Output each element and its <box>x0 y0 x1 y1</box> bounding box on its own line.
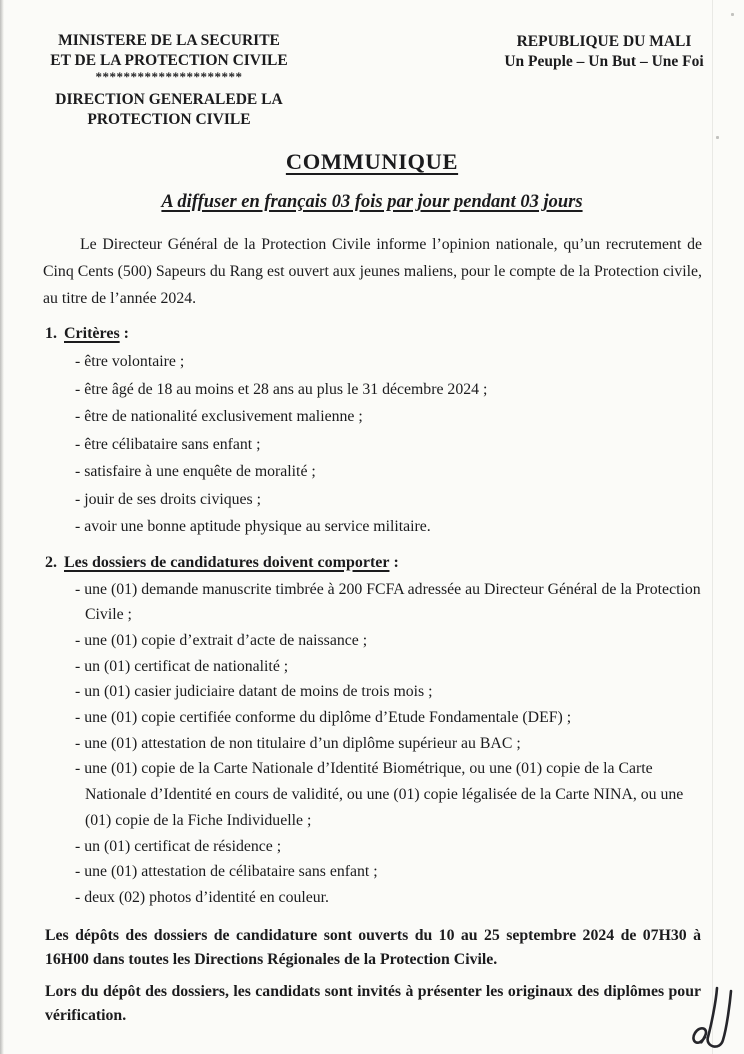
subtitle-row <box>0 192 744 213</box>
broadcast-instruction: A diffuser en français 03 fois par jour pendant 03 jours <box>161 192 583 212</box>
republic-motto: Un Peuple – Un But – Une Foi <box>504 53 704 70</box>
title-row <box>0 149 744 175</box>
scan-speck <box>731 13 734 16</box>
ministry-line-2: ET DE LA PROTECTION CIVILE <box>50 51 288 69</box>
list-item: - être de nationalité exclusivement malienne ; <box>75 408 363 425</box>
closing-block <box>45 924 701 1029</box>
section-2-heading-colon: : <box>389 553 399 571</box>
scan-speck <box>716 136 719 139</box>
section-criteria <box>45 320 702 541</box>
list-item: - satisfaire à une enquête de moralité ; <box>75 463 316 480</box>
direction-line-1: DIRECTION GENERALEDE LA <box>55 91 283 108</box>
masthead <box>38 31 718 129</box>
list-item: - une (01) copie de la Carte Nationale d’Identité Biométrique, ou une (01) copie de la Carte Nationale d’Identité en cours de validité, ou une (01) copie légalisée de la Carte NINA, ou une (01) copie de la Fiche Individuelle ; <box>75 760 684 829</box>
list-item: - une (01) attestation de célibataire sans enfant ; <box>75 863 378 881</box>
section-2-number: 2. <box>45 553 57 571</box>
republic-title: REPUBLIQUE DU MALI <box>516 33 692 50</box>
deposit-period-paragraph: Les dépôts des dossiers de candidature sont ouverts du 10 au 25 septembre 2024 de 07H30 à 16H00 dans toutes les Directions Régionales de la Protection Civile. <box>45 926 701 969</box>
list-item: - une (01) copie d’extrait d’acte de naissance ; <box>75 631 368 649</box>
section-1-number: 1. <box>45 325 57 342</box>
list-item: - un (01) casier judiciaire datant de moins de trois mois ; <box>75 683 433 701</box>
list-item: - jouir de ses droits civiques ; <box>75 490 262 508</box>
originals-paragraph: Lors du dépôt des dossiers, les candidats sont invités à présenter les originaux des diplômes pour vérification. <box>45 982 701 1025</box>
section-2-heading <box>45 549 702 577</box>
scan-fold-line <box>712 0 713 1054</box>
stars-separator: ********************* <box>95 69 243 84</box>
ministry-line-1: MINISTERE DE LA SECURITE <box>58 32 280 49</box>
section-2-heading-text: Les dossiers de candidatures doivent comporter <box>64 553 390 571</box>
section-1-heading-text: Critères <box>64 325 120 342</box>
intro-paragraph: Le Directeur Général de la Protection Civile informe l’opinion nationale, qu’un recrutement de Cinq Cents (500) Sapeurs du Rang est ouvert aux jeunes maliens, pour le compte de la Protection civile, au titre de l’année 2024. <box>43 236 702 307</box>
list-item: - un (01) certificat de nationalité ; <box>75 657 289 675</box>
ministry-block <box>38 31 300 129</box>
list-item: - avoir une bonne aptitude physique au service militaire. <box>75 518 431 535</box>
list-item: - une (01) copie certifiée conforme du diplôme d’Etude Fondamentale (DEF) ; <box>75 709 572 727</box>
list-item: - être âgé de 18 au moins et 28 ans au plus le 31 décembre 2024 ; <box>75 380 488 398</box>
scan-edge-shadow <box>0 0 4 1054</box>
list-item: - deux (02) photos d’identité en couleur. <box>75 888 329 906</box>
direction-line-2: PROTECTION CIVILE <box>87 110 251 128</box>
criteria-list <box>75 348 702 541</box>
list-item: - une (01) demande manuscrite timbrée à 200 FCFA adressée au Directeur Général de la Protection Civile ; <box>75 580 701 624</box>
list-item: - être célibataire sans enfant ; <box>75 435 261 453</box>
dossier-list <box>75 577 702 911</box>
list-item: - un (01) certificat de résidence ; <box>75 837 282 855</box>
list-item: - une (01) attestation de non titulaire d’un diplôme supérieur au BAC ; <box>75 734 521 752</box>
section-1-heading-colon: : <box>119 325 129 342</box>
section-dossier <box>45 549 702 911</box>
list-item: - être volontaire ; <box>75 353 185 370</box>
republic-block <box>490 32 718 72</box>
page-title: COMMUNIQUE <box>285 149 459 174</box>
section-1-heading <box>45 320 702 348</box>
handwritten-initials-mark <box>689 982 739 1052</box>
